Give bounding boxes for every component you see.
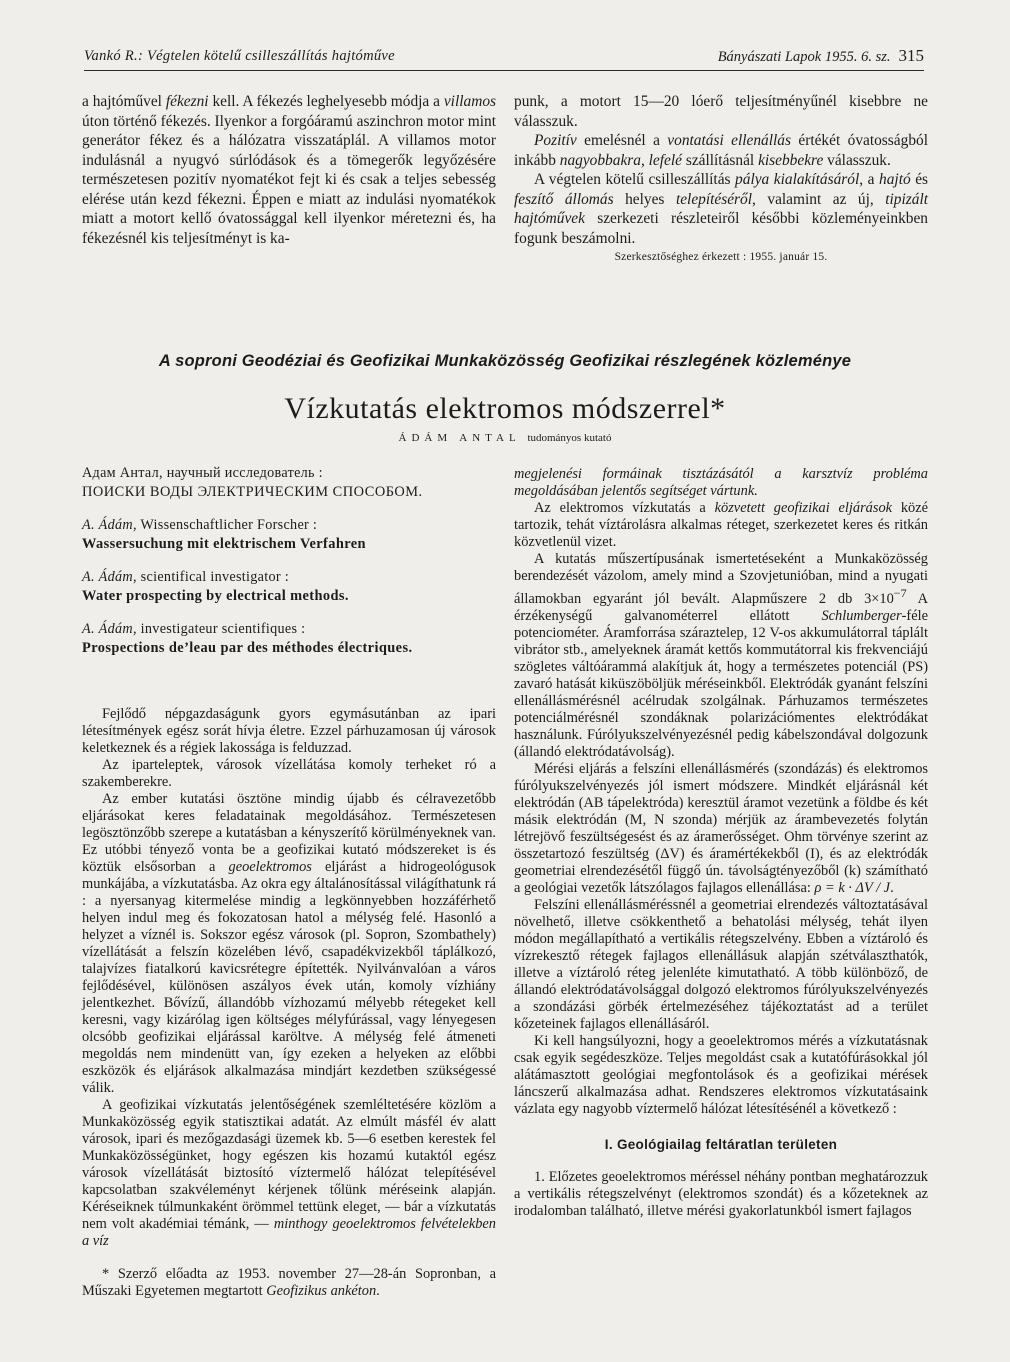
- abstract-english: A. Ádám, scientifical investigator : Water prospecting by electrical methods.: [82, 569, 349, 604]
- paragraph: 1. Előzetes geoelektromos méréssel néhány pontban meghatározzuk a vertikális rétegszelvényt (elektromos szondát) és a kőzeteknek az irodalomban található, illetve mérési gyakorlatunkból ismert fajlagos: [514, 1168, 928, 1219]
- subsection-heading: I. Geológiailag feltáratlan területen: [604, 1136, 838, 1152]
- article-title: Vízkutatás elektromos módszerrel*: [284, 392, 726, 425]
- foreign-abstracts: [82, 464, 496, 672]
- paragraph: a hajtóművel fékezni kell. A fékezés leghelyesebb módja a villamos úton történő fékezés. Ilyenkor a forgóáramú aszinchron motor mint generátor fékez és a hálózatra visszatáplál. A villamos motor indulásnál a nyugvó súrlódások és a tömegerők legyőzésére természetesen pozitív nyomatékot fejt ki és csak a teljes sebesség elérése után kezd fékezni. Éppen e miatt az indulási nyomatékok miatt a motort kellő óvatossággal kell ilyenkor méretezni és, ha fékezésnél kis teljesítményt is ka-: [82, 93, 496, 247]
- article-left-column: [82, 706, 496, 1300]
- page-number: 315: [898, 46, 924, 65]
- paragraph: Az ember kutatási ösztöne mindig újabb és célravezetőbb eljárásokat keres feladatainak megoldásához. Természetesen legösztönzőbb szerepe a kutatásban a kényszerítő körülményeknek van. Ez utóbbi tényező vonta be a geofizikai kutató módszereket is és köztük elsősorban a geoelektromos eljárást a hidrogeológusok munkájába, a vízkutatásba. Az okra egy általánosítással világíthatunk rá : a nyersanyag kitermelése mindig a legkönnyebben hozzáférhető helyen indul meg és fokozatosan hatol a mélység felé. Hasonló a helyzet a víznél is. Sokszor egész városok (pl. Sopron, Szombathely) vízellátását a felszín közelében lévő, csapadékvizekből táplálkozó, talajvízes fiatalkorú kavicsrétegre építették. Nyilvánvalóan a város fejlődésével, különösen aszályos évek után, komoly vízhiány jelentkezhet. Bővízű, állandóbb vízhozamú mélyebb rétegeket kell keresni, vagy kizárólag igen költséges mélyfúrással, vagy lényegesen olcsóbb geofizikai eljárással karöltve. A mélység felé átmeneti megoldás nem mindenütt van, így ezeken a helyeken az előbbi eszközök és eljárások alkalmazása mindjárt kezdetben szükségessé válik.: [82, 791, 496, 1096]
- paragraph: Az elektromos vízkutatás a közvetett geofizikai eljárások közé tartozik, tehát víztárolásra alkalmas réteget, szerkezetet keres és ritkán közvetlenül vizet.: [514, 500, 929, 550]
- paragraph: Fejlődő népgazdaságunk gyors egymásutánban az ipari létesítmények egész sorát hívja életre. Ezzel párhuzamosan új városok keletkeznek és a régiek lakossága is felduzzad.: [82, 706, 496, 756]
- paragraph: Pozitív emelésnél a vontatási ellenállás értékét óvatosságból inkább nagyobbakra, lefelé szállításnál kisebbekre válasszuk.: [514, 132, 928, 169]
- paragraph: punk, a motort 15—20 lóerő teljesítményűnél kisebbre ne válasszuk.: [514, 93, 928, 130]
- paragraph: Az iparteleptek, városok vízellátása komoly terheket ró a szakemberekre.: [82, 757, 496, 790]
- running-header: [84, 44, 924, 71]
- paragraph: A kutatás műszertípusának ismertetéseként a Munkaközösség berendezését vázolom, amely mind a Szovjetunióban, mind a nyugati államokban egyaránt jól bevált. Alapműszere 2 db $3\times 10^{-7}$ A érzékenységű galvanométerrel ellátott Schlumberger-féle potenciométer. Áramforrása száraztelep, 12 V-os akkumulátorral táplált vibrátor stb., amelyeknek áramát kettős kommutátorral kis frekvenciájú szögletes váltóárammá alakítjuk át, hogy a természetes potenciál (PS) zavaró hatását kiküszöböljük méréseinkből. Elektródák gyanánt felszíni ellenállásmérésnél acélrudak szolgálnak. Párhuzamos természetes potenciálmérésnél szondáknak polarizációmentes elektródákat használunk. Fúrólyukszelvényezésnél pedig kábelszondával dolgozunk (állandó elektródatávolság).: [514, 551, 928, 760]
- running-header-left: Vankó R.: Végtelen kötelű csilleszállítás hajtóműve: [84, 48, 395, 64]
- byline: [80, 432, 930, 444]
- abstract-german: A. Ádám, Wissenschaftlicher Forscher : Wassersuchung mit elektrischem Verfahren: [82, 517, 366, 552]
- abstract-russian: Адам Антал, научный исследователь : ПОИСКИ ВОДЫ ЭЛЕКТРИЧЕСКИМ СПОСОБОМ.: [82, 465, 423, 500]
- paragraph: megjelenési formáinak tisztázásától a karsztvíz probléma megoldásában jelentős segítséget vártunk.: [514, 466, 928, 499]
- paragraph: Felszíni ellenállásméréssnél a geometriai elrendezés változtatásával növelhető, illetve csökkenthető a behatolási mélység, tehát ilyen módon megállapítható a vertikális rétegszelvény. Ebben a víztároló és vízrekesztő rétegek fajlagos ellenállásuk alapján szétválaszthatók, illetve a víztároló réteg jelenléte kimutatható. A több különböző, de állandó elektródatávolsággal dolgozó elektromos fúrólyukszelvényezés a szondázási görbék értelmezéséhez tájékoztatást ad a terület kőzeteinek fajlagos ellenállásáról.: [514, 896, 928, 1032]
- article-right-column: [514, 466, 928, 1220]
- author-name: ÁDÁM ANTAL: [398, 432, 521, 444]
- journal-issue: Bányászati Lapok 1955. 6. sz.: [717, 49, 891, 65]
- paragraph: A geofizikai vízkutatás jelentőségének szemléltetésére közlöm a Munkaközösség egyik statisztikai adatát. Az elmúlt másfél év alatt városok, ipari és mezőgazdasági üzemek kb. 5—6 esetben kerestek fel Munkaközösségünket, hogy egészen kis hozamú kutaktól egész városok vízellátását biztosító víztermelő hálózat telepítésével kapcsolatban szakvéleményt kérjenek tőlünk méréseink alapján. Kéréseiknek túlmunkaként örömmel tettünk eleget, — bár a vízkutatás nem volt akadémiai témánk, — minthogy geoelektromos felvételekben a víz: [82, 1097, 496, 1249]
- paragraph: A végtelen kötelű csilleszállítás pálya kialakításáról, a hajtó és feszítő állomás helyes telepítéséről, valamint az új, tipizált hajtóművek szerkezeti részleteiről későbbi közleményeinkben fogunk beszámolni.: [514, 171, 929, 247]
- previous-article-right-column: [514, 92, 928, 268]
- received-date: Szerkesztőséghez érkezett : 1955. január 15.: [614, 251, 828, 263]
- paragraph: Ki kell hangsúlyozni, hogy a geoelektromos mérés a vízkutatásnak csak egyik segédeszköze. Teljes megoldást csak a kutatófúrásokkal jól alátámasztott geológiai megfontolások és a geofizikai mérések láncszerű alkalmazása adhat. Rendszeres elektromos vízkutatásaink vázlata egy nagyobb víztermelő hálózat létesítésénél a következő :: [514, 1032, 928, 1117]
- abstract-french: A. Ádám, investigateur scientifiques : Prospections de’leau par des méthodes électriques.: [82, 621, 413, 656]
- resistivity-formula: ρ = k · ΔV / J: [814, 879, 891, 896]
- paragraph: Mérési eljárás a felszíni ellenállásmérés (szondázás) és elektromos fúrólyukszelvényezés jól ismert módszere. Mindkét eljárásnál két elektródán (AB tápelektróda) keresztül áramot vezetünk a földbe és két másik elektródán (M, N szonda) mérjük az árambevezetés folytán létrejövő feszültségesést és az áramerősséget. Ohm törvénye szerint az összetartozó feszültség (ΔV) és áramértékekből (I), és az elektródák geometriai elrendezésétől függő ún. távolságtényezőből (k) számítható a geológiai vezetők látszólagos fajlagos ellenállása: ρ = k · ΔV / J.: [514, 760, 928, 896]
- previous-article-left-column: [82, 92, 496, 248]
- running-header-right: [718, 46, 924, 66]
- section-heading: A soproni Geodéziai és Geofizikai Munkaközösség Geofizikai részlegének közleménye: [158, 352, 852, 370]
- author-role: tudományos kutató: [527, 432, 612, 444]
- footnote: * Szerző előadta az 1953. november 27—28-án Sopronban, a Műszaki Egyetemen megtartott Geofizikus ankéton.: [82, 1266, 496, 1299]
